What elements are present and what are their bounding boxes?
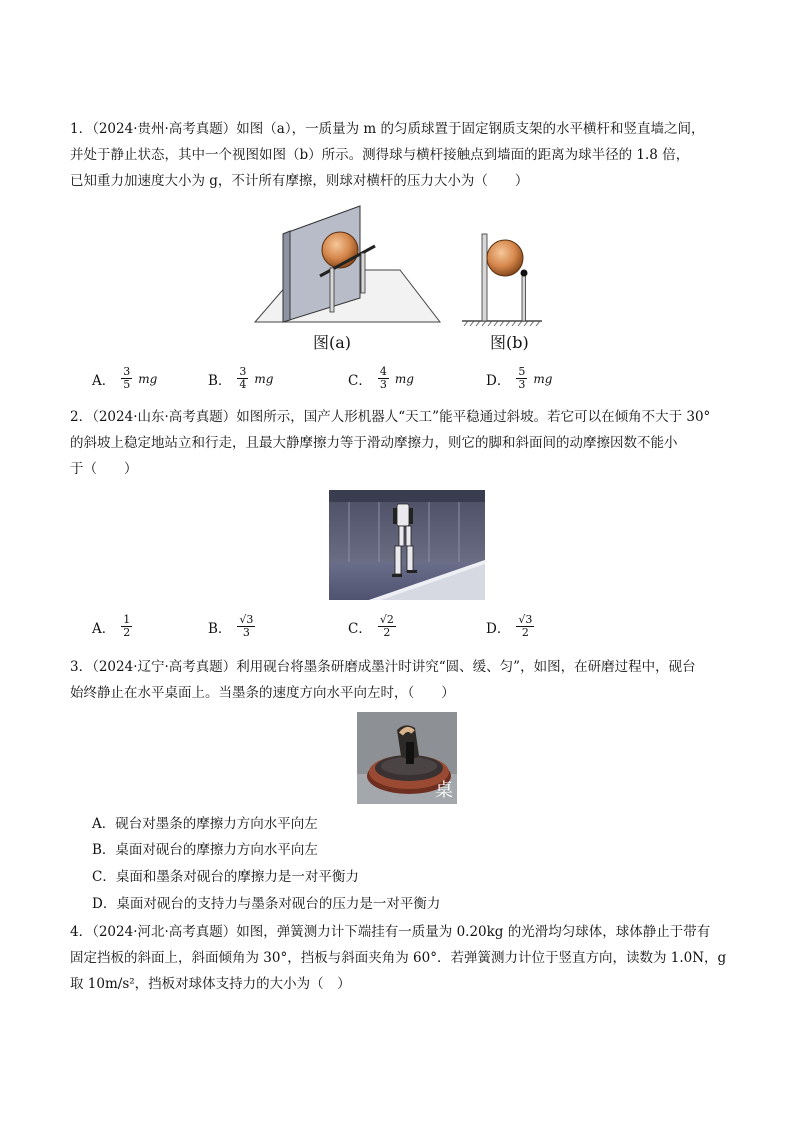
figure-b-diagram [460,228,544,328]
figure-b-caption: 图(b) [490,333,529,352]
inkstone-photo [357,712,457,804]
q1-option-d[interactable] [486,366,552,391]
fraction: $\frac{√2}{2}$ [379,613,394,639]
q4-line-1: 4．（2024·河北·高考真题）如图，弹簧测力计下端挂有一质量为 0.20kg 的光滑均匀球体，球体静止于带有 [70,924,711,940]
figure-a-caption: 图(a) [313,333,352,352]
q2-options [92,612,732,648]
question-3 [70,654,750,706]
fraction: $\frac{1}{2}$ [123,613,131,639]
option-letter: D． [486,620,511,637]
option-letter: C． [348,372,372,389]
unit: mg [254,371,274,386]
q2-option-a[interactable] [92,614,132,639]
q3-line-2: 始终静止在水平桌面上。当墨条的速度方向水平向左时，（ ） [70,685,455,701]
question-4 [70,919,750,997]
option-letter: A． [92,620,116,637]
option-letter: A． [92,372,116,389]
q2-option-c[interactable] [348,614,396,639]
q3-choice-d[interactable]: D．桌面对砚台的支持力与墨条对砚台的压力是一对平衡力 [92,896,441,912]
q1-line-1: 1．（2024·贵州·高考真题）如图（a），一质量为 m 的匀质球置于固定钢质支架的水平横杆和竖直墙之间， [70,121,705,137]
q3-line-1: 3．（2024·辽宁·高考真题）利用砚台将墨条研磨成墨汁时讲究“圆、缓、匀”，如图，在研磨过程中，砚台 [70,659,696,675]
q4-line-2: 固定挡板的斜面上，斜面倾角为 30°，挡板与斜面夹角为 60°．若弹簧测力计位于竖直方向，读数为 1.0N，g [70,950,727,966]
robot-slope-photo [329,490,485,600]
q2-line-3: 于（ ） [70,461,138,477]
q1-line-2: 并处于静止状态，其中一个视图如图（b）所示。测得球与横杆接触点到墙面的距离为球半径的 1.8 倍， [70,147,690,163]
fraction: $\frac{√3}{3}$ [239,613,254,639]
photo-label: 桌 [435,780,453,801]
q1-options [92,366,732,396]
question-2 [70,404,750,482]
unit: mg [394,371,414,386]
q3-choice-c[interactable]: C．桌面和墨条对砚台的摩擦力是一对平衡力 [92,869,359,885]
unit: mg [138,371,158,386]
option-letter: B． [208,372,232,389]
fraction: $\frac{√3}{2}$ [518,613,533,639]
q2-line-1: 2．（2024·山东·高考真题）如图所示，国产人形机器人“天工”能平稳通过斜坡。若它可以在倾角不大于 30° [70,409,711,425]
q2-option-d[interactable] [486,614,534,639]
unit: mg [533,371,553,386]
fraction: $\frac{3}{4}$ [239,365,247,391]
fraction: $\frac{3}{5}$ [123,365,131,391]
figure-a-diagram [250,198,450,328]
q2-option-b[interactable] [208,614,255,639]
q2-line-2: 的斜坡上稳定地站立和行走，且最大静摩擦力等于滑动摩擦力，则它的脚和斜面间的动摩擦因数不能小 [70,435,678,451]
question-1 [70,116,750,194]
option-letter: C． [348,620,372,637]
q3-choice-b[interactable]: B．桌面对砚台的摩擦力方向水平向左 [92,842,318,858]
q1-option-a[interactable] [92,366,157,391]
fraction: $\frac{5}{3}$ [518,365,526,391]
q1-option-b[interactable] [208,366,273,391]
fraction: $\frac{4}{3}$ [379,365,387,391]
option-letter: D． [486,372,511,389]
q1-option-c[interactable] [348,366,414,391]
q1-line-3: 已知重力加速度大小为 g，不计所有摩擦，则球对横杆的压力大小为（ ） [70,173,529,189]
q4-line-3: 取 10m/s²，挡板对球体支持力的大小为（ ） [70,976,351,992]
option-letter: B． [208,620,232,637]
q3-choice-a[interactable]: A．砚台对墨条的摩擦力方向水平向左 [92,816,318,832]
